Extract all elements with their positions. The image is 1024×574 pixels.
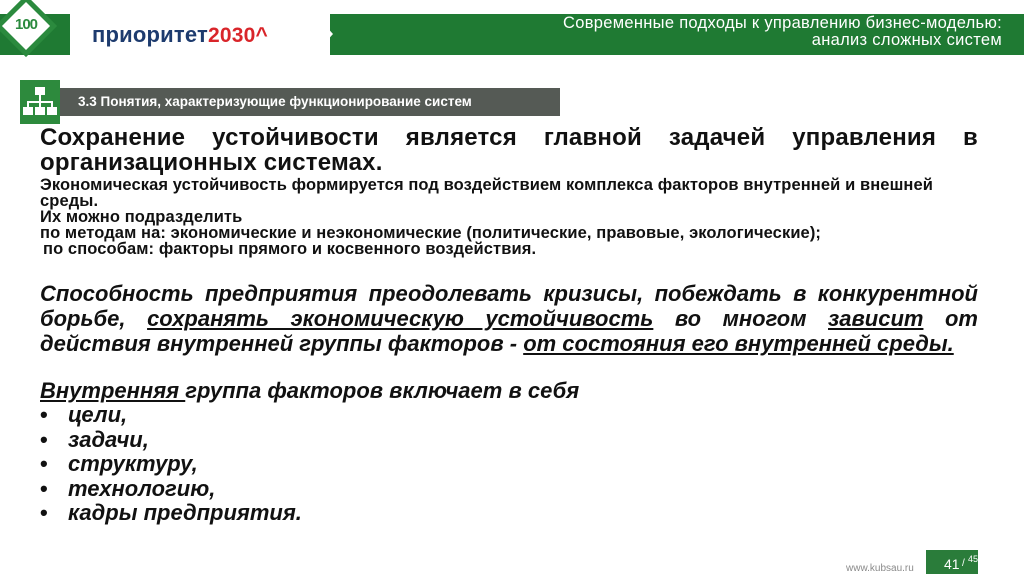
brand-logo-arrow [315,14,333,54]
list-item-text: кадры предприятия. [68,500,302,525]
capability-text-c: от действия внутренней группы факторов - [40,306,978,356]
internal-factors-underline: Внутренняя [40,378,186,403]
capability-text-a: Способность предприятия преодолевать кризисы, побеждать в конкурентной борьбе, [40,281,978,331]
list-item [40,403,978,428]
brand-logo-mark: ^ [255,24,268,47]
internal-factors-list [40,403,978,526]
list-item-text: структуру, [68,451,198,476]
stability-line-4: по способам: факторы прямого и косвенного воздействия. [43,240,537,258]
presentation-title-line-2: анализ сложных систем [811,31,1002,49]
list-item [40,452,978,477]
internal-factors-heading [40,378,978,403]
bullet: • [40,500,48,525]
slide-content [40,125,978,526]
list-item [40,501,978,526]
anniversary-badge-text: 100 [14,16,38,33]
presentation-title [442,15,1002,49]
org-chart-icon [20,80,60,124]
list-item-text: технологию, [68,475,216,501]
capability-underline-3: от состояния его внутренней среды. [523,331,954,356]
capability-text-b: во многом [653,306,829,331]
stability-description [40,177,978,257]
section-title: 3.3 Понятия, характеризующие функционирование систем [78,94,472,109]
stability-line-3: по методам на: экономические и неэкономические (политические, правовые, экологические); [40,224,822,242]
brand-logo-year: 2030 [207,24,256,47]
main-statement: Сохранение устойчивости является главной задачей управления в организационных системах. [40,124,978,176]
enterprise-capability-paragraph [40,281,978,356]
stability-line-1: Экономическая устойчивость формируется под воздействием комплекса факторов внутренней и внешней среды. [40,176,934,210]
bullet: • [40,402,48,427]
bullet: • [40,475,48,501]
capability-underline-2: зависит [828,306,924,331]
internal-factors-rest: группа факторов включает в себя [185,378,580,403]
brand-logo [92,22,268,48]
bullet: • [40,451,48,476]
stability-line-2: Их можно подразделить [40,208,243,226]
presentation-title-line-1: Современные подходы к управлению бизнес-моделью: [563,14,1002,32]
list-item-text: цели, [68,402,128,427]
list-item [40,477,978,502]
list-item-text: задачи, [68,426,149,452]
website-link[interactable]: www.kubsau.ru [846,563,914,574]
bullet: • [40,426,48,452]
page-separator: / [962,558,965,569]
list-item [40,428,978,453]
page-total: 45 [968,554,979,564]
page-number: 41 [944,556,960,572]
brand-logo-main: приоритет [92,22,208,47]
capability-underline-1: сохранять экономическую устойчивость [147,306,654,331]
